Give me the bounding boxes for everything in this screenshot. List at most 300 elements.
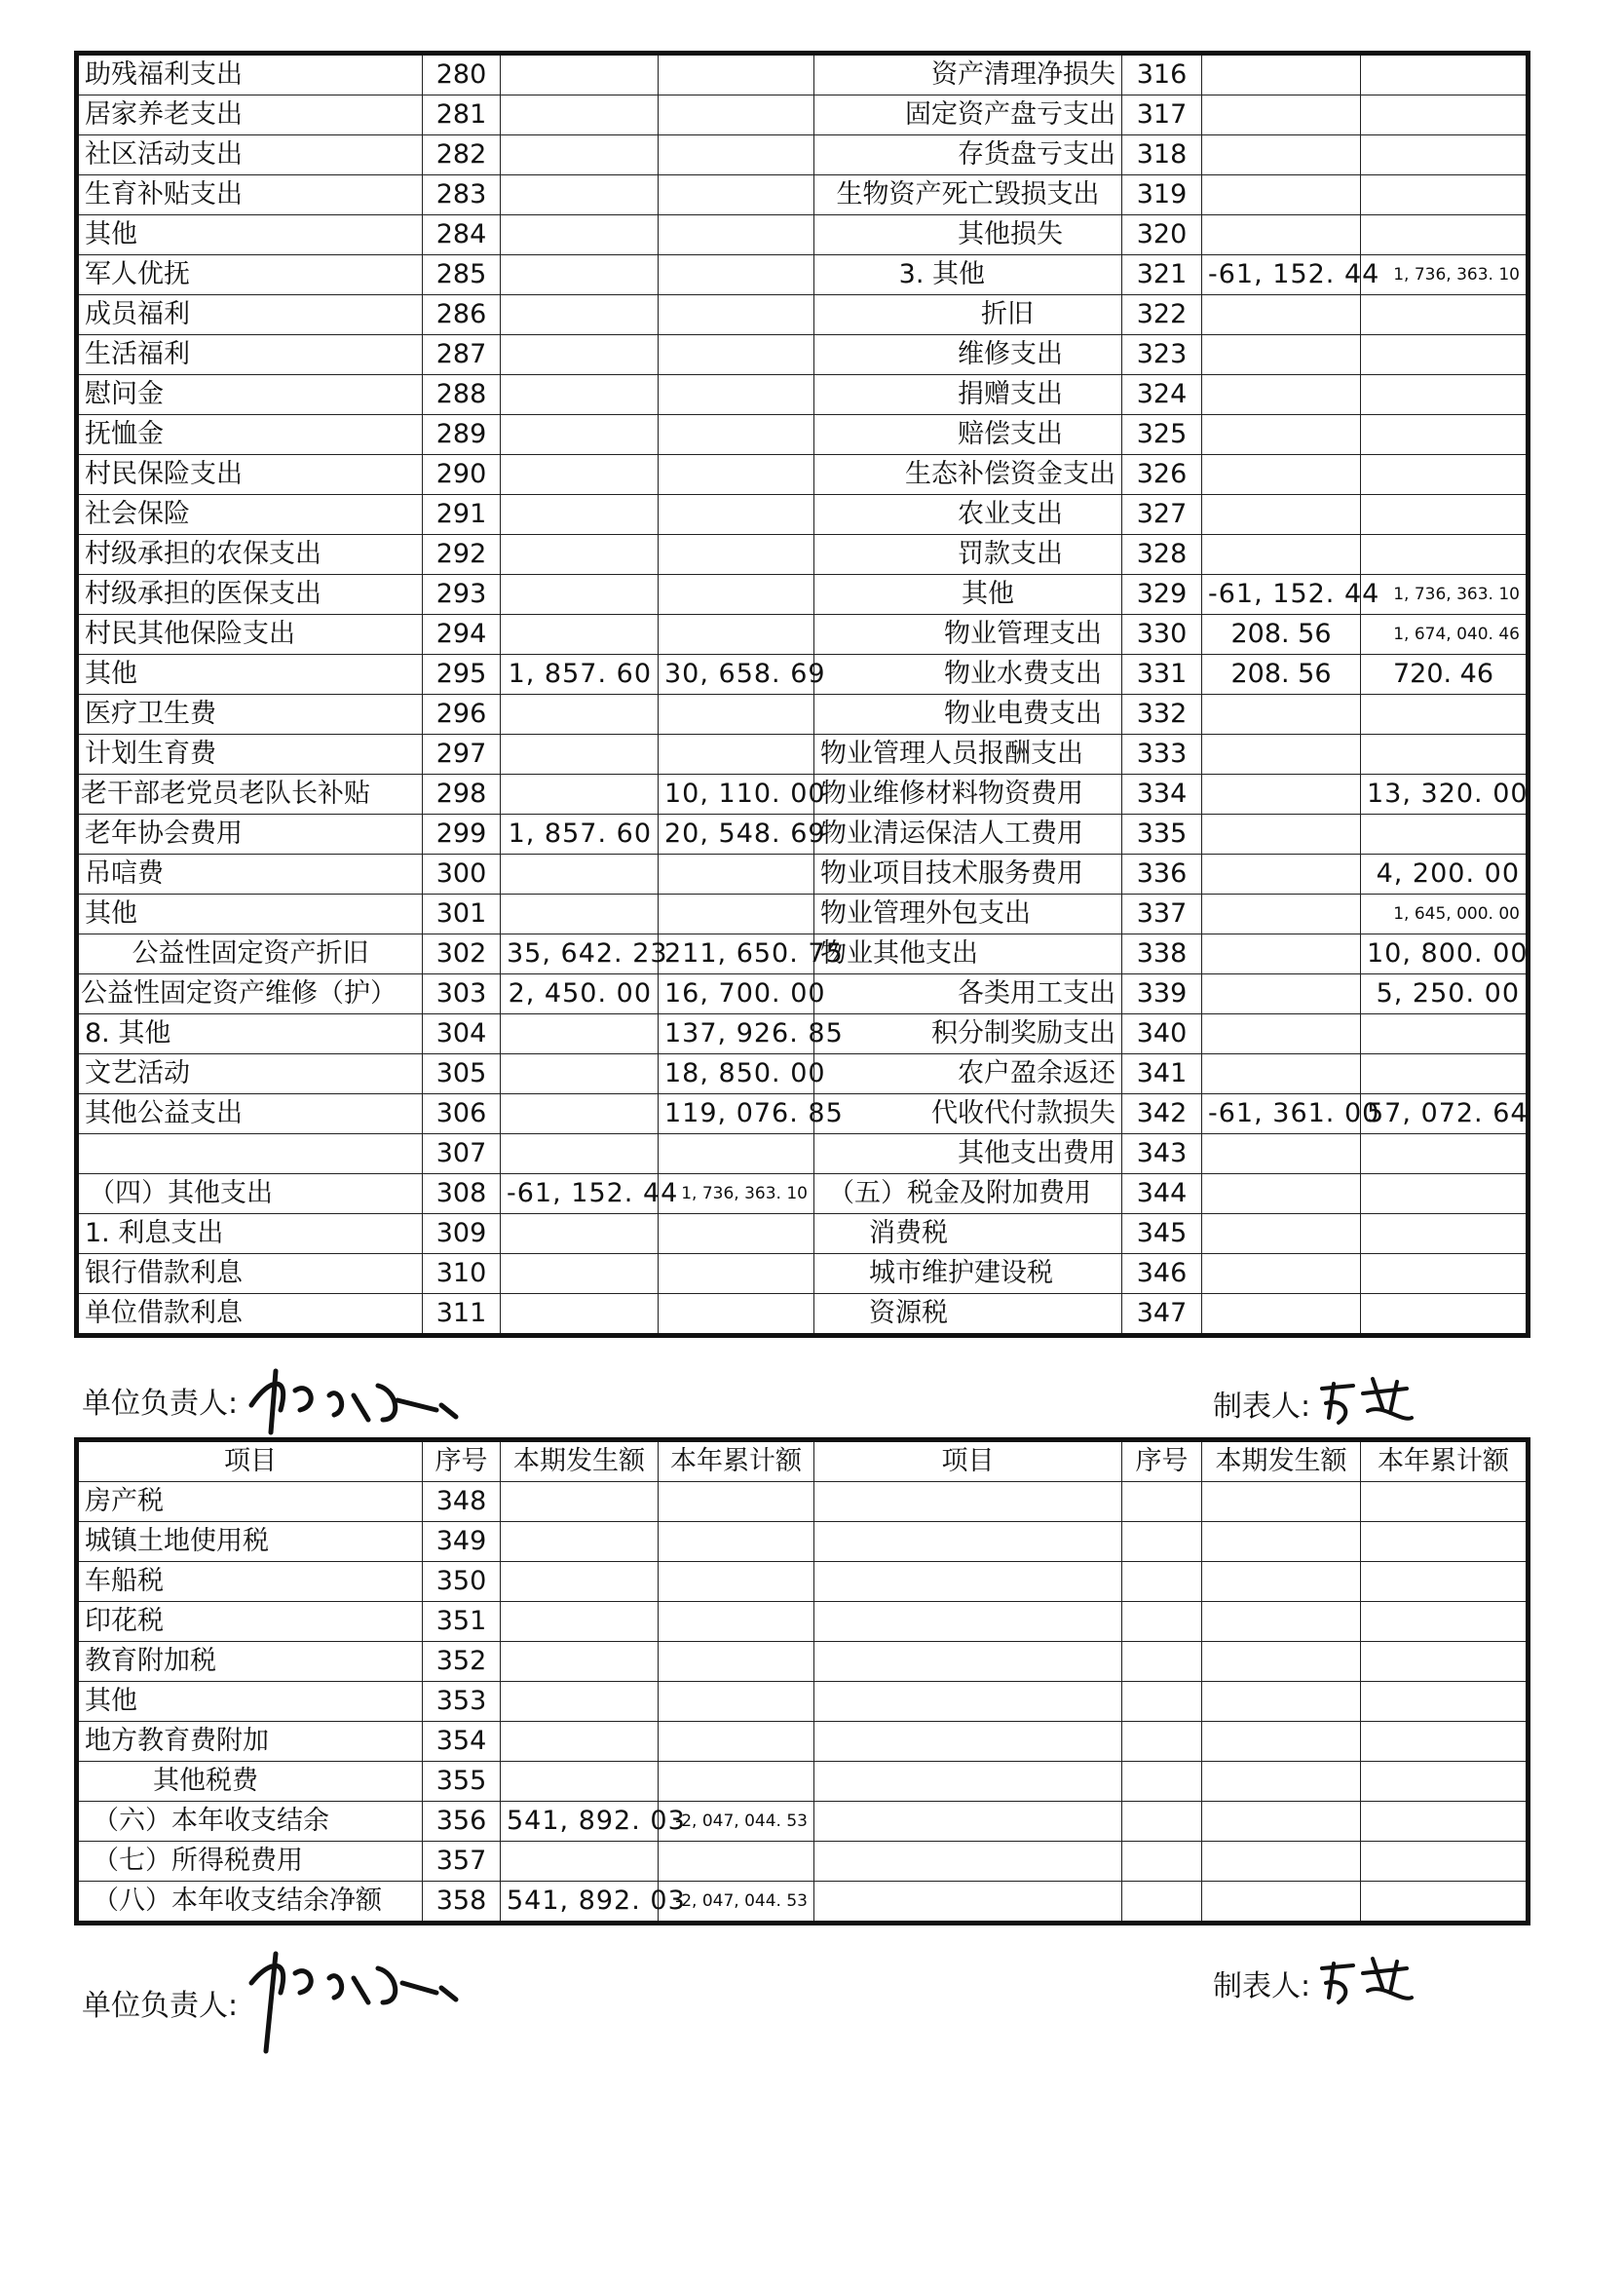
table-row <box>77 1134 1529 1174</box>
seq-cell: 283 <box>423 175 501 215</box>
item-cell: 生态补偿资金支出 <box>814 455 1122 495</box>
table-row <box>77 455 1529 495</box>
table-row <box>77 255 1529 295</box>
ledger-body-top <box>77 54 1529 1336</box>
current-amount-cell <box>1202 175 1361 215</box>
empty-cell <box>1122 1682 1202 1722</box>
current-amount-cell <box>501 295 659 335</box>
seq-cell: 300 <box>423 855 501 895</box>
current-amount-cell <box>1202 455 1361 495</box>
item-cell: 物业管理外包支出 <box>814 895 1122 934</box>
seq-cell: 323 <box>1122 335 1202 375</box>
ytd-amount-cell <box>1361 335 1529 375</box>
ytd-amount-cell <box>659 575 814 615</box>
empty-cell <box>1361 1882 1529 1924</box>
seq-cell: 341 <box>1122 1054 1202 1094</box>
responsible-person-label: 单位负责人: <box>82 1387 239 1421</box>
table-row <box>77 615 1529 655</box>
ytd-amount-cell <box>1361 1054 1529 1094</box>
seq-cell: 321 <box>1122 255 1202 295</box>
empty-cell <box>1202 1802 1361 1842</box>
ytd-amount-cell <box>659 1722 814 1762</box>
current-amount-cell <box>501 775 659 815</box>
item-cell: （七）所得税费用 <box>77 1842 423 1882</box>
current-amount-cell <box>1202 1174 1361 1214</box>
empty-cell <box>814 1882 1122 1924</box>
item-cell: 农户盈余返还 <box>814 1054 1122 1094</box>
empty-cell <box>1361 1682 1529 1722</box>
ytd-amount-column-header: 本年累计额 <box>1361 1440 1529 1482</box>
current-amount-cell: -61, 152. 44 <box>501 1174 659 1214</box>
responsible-person-signature <box>82 1366 466 1434</box>
seq-cell: 322 <box>1122 295 1202 335</box>
current-amount-cell <box>1202 815 1361 855</box>
seq-cell: 280 <box>423 54 501 95</box>
ytd-amount-cell <box>659 415 814 455</box>
empty-cell <box>1202 1482 1361 1522</box>
empty-cell <box>1361 1562 1529 1602</box>
item-cell: 资产清理净损失 <box>814 54 1122 95</box>
empty-cell <box>1202 1722 1361 1762</box>
ytd-amount-column-header: 本年累计额 <box>659 1440 814 1482</box>
current-amount-cell <box>501 215 659 255</box>
handwritten-signature-icon <box>1314 1954 1421 2012</box>
current-amount-cell <box>1202 855 1361 895</box>
ytd-amount-cell <box>1361 1174 1529 1214</box>
current-amount-cell <box>1202 1134 1361 1174</box>
table-row <box>77 855 1529 895</box>
item-cell: 物业电费支出 <box>814 695 1122 735</box>
item-cell: 其他税费 <box>77 1762 423 1802</box>
ytd-amount-cell <box>1361 1134 1529 1174</box>
ytd-amount-cell: 10, 110. 00 <box>659 775 814 815</box>
empty-cell <box>1202 1762 1361 1802</box>
empty-cell <box>1122 1882 1202 1924</box>
seq-cell: 310 <box>423 1254 501 1294</box>
item-cell: 物业管理人员报酬支出 <box>814 735 1122 775</box>
empty-cell <box>1361 1842 1529 1882</box>
ytd-amount-cell <box>659 495 814 535</box>
ytd-amount-cell <box>1361 695 1529 735</box>
current-amount-cell <box>1202 1054 1361 1094</box>
empty-cell <box>1122 1802 1202 1842</box>
table-row <box>77 1522 1529 1562</box>
empty-cell <box>1361 1762 1529 1802</box>
table-row <box>77 1254 1529 1294</box>
item-cell: 房产税 <box>77 1482 423 1522</box>
current-amount-cell: -61, 152. 44 <box>1202 255 1361 295</box>
ytd-amount-cell <box>659 95 814 135</box>
table-row <box>77 655 1529 695</box>
ytd-amount-cell <box>1361 135 1529 175</box>
current-amount-cell <box>1202 1254 1361 1294</box>
item-cell: 物业清运保洁人工费用 <box>814 815 1122 855</box>
table-row <box>77 215 1529 255</box>
current-amount-cell <box>1202 135 1361 175</box>
item-column-header: 项目 <box>77 1440 423 1482</box>
table-row <box>77 1642 1529 1682</box>
current-amount-cell <box>1202 335 1361 375</box>
ytd-amount-cell <box>659 255 814 295</box>
seq-cell: 332 <box>1122 695 1202 735</box>
seq-cell: 344 <box>1122 1174 1202 1214</box>
preparer-label: 制表人: <box>1213 1969 1311 2003</box>
item-cell: 其他 <box>77 655 423 695</box>
ytd-amount-cell: 4, 200. 00 <box>1361 855 1529 895</box>
seq-cell: 343 <box>1122 1134 1202 1174</box>
seq-cell: 282 <box>423 135 501 175</box>
current-amount-cell <box>1202 535 1361 575</box>
seq-cell: 333 <box>1122 735 1202 775</box>
current-amount-cell <box>1202 735 1361 775</box>
current-amount-column-header: 本期发生额 <box>501 1440 659 1482</box>
current-amount-cell <box>501 1682 659 1722</box>
current-amount-cell <box>1202 775 1361 815</box>
item-cell: 吊唁费 <box>77 855 423 895</box>
item-cell: 单位借款利息 <box>77 1294 423 1336</box>
ytd-amount-cell: 211, 650. 75 <box>659 934 814 974</box>
item-column-header: 项目 <box>814 1440 1122 1482</box>
ytd-amount-cell <box>659 1682 814 1722</box>
table-row <box>77 54 1529 95</box>
item-cell: 计划生育费 <box>77 735 423 775</box>
item-cell: 生物资产死亡毁损支出 <box>814 175 1122 215</box>
current-amount-cell <box>1202 974 1361 1014</box>
empty-cell <box>814 1722 1122 1762</box>
item-cell: 居家养老支出 <box>77 95 423 135</box>
empty-cell <box>1361 1602 1529 1642</box>
seq-cell: 306 <box>423 1094 501 1134</box>
ytd-amount-cell <box>659 1762 814 1802</box>
ytd-amount-cell <box>659 215 814 255</box>
current-amount-cell <box>501 95 659 135</box>
current-amount-cell <box>501 1522 659 1562</box>
empty-cell <box>1122 1762 1202 1802</box>
ytd-amount-cell <box>1361 175 1529 215</box>
current-amount-cell <box>1202 95 1361 135</box>
empty-cell <box>1361 1642 1529 1682</box>
ytd-amount-cell: 20, 548. 69 <box>659 815 814 855</box>
seq-cell: 325 <box>1122 415 1202 455</box>
seq-cell: 298 <box>423 775 501 815</box>
ytd-amount-cell <box>1361 1014 1529 1054</box>
seq-cell: 352 <box>423 1642 501 1682</box>
current-amount-cell <box>501 54 659 95</box>
seq-cell: 336 <box>1122 855 1202 895</box>
item-cell: （四）其他支出 <box>77 1174 423 1214</box>
seq-cell: 327 <box>1122 495 1202 535</box>
item-cell: 各类用工支出 <box>814 974 1122 1014</box>
ytd-amount-cell <box>659 1842 814 1882</box>
empty-cell <box>814 1762 1122 1802</box>
item-cell: 助残福利支出 <box>77 54 423 95</box>
current-amount-cell <box>501 1094 659 1134</box>
seq-cell: 339 <box>1122 974 1202 1014</box>
ytd-amount-cell: 13, 320. 00 <box>1361 775 1529 815</box>
empty-cell <box>1122 1522 1202 1562</box>
current-amount-cell <box>501 1842 659 1882</box>
seq-cell: 293 <box>423 575 501 615</box>
ytd-amount-cell: 1, 736, 363. 10 <box>659 1174 814 1214</box>
ytd-amount-cell <box>1361 1214 1529 1254</box>
current-amount-cell: 541, 892. 03 <box>501 1882 659 1924</box>
item-cell: 村民保险支出 <box>77 455 423 495</box>
ytd-amount-cell <box>1361 535 1529 575</box>
seq-cell: 349 <box>423 1522 501 1562</box>
current-amount-cell <box>1202 934 1361 974</box>
seq-cell: 331 <box>1122 655 1202 695</box>
item-cell: 村级承担的农保支出 <box>77 535 423 575</box>
ytd-amount-cell: -2, 047, 044. 53 <box>659 1802 814 1842</box>
current-amount-cell <box>1202 415 1361 455</box>
item-cell: 赔偿支出 <box>814 415 1122 455</box>
seq-column-header: 序号 <box>423 1440 501 1482</box>
item-cell: 积分制奖励支出 <box>814 1014 1122 1054</box>
current-amount-cell: 541, 892. 03 <box>501 1802 659 1842</box>
item-cell: 代收代付款损失 <box>814 1094 1122 1134</box>
ytd-amount-cell <box>1361 375 1529 415</box>
seq-cell: 351 <box>423 1602 501 1642</box>
table-row <box>77 375 1529 415</box>
seq-cell: 292 <box>423 535 501 575</box>
ytd-amount-cell: 137, 926. 85 <box>659 1014 814 1054</box>
current-amount-cell <box>1202 1294 1361 1336</box>
table-row <box>77 1094 1529 1134</box>
ytd-amount-cell <box>659 1214 814 1254</box>
item-cell: 村级承担的医保支出 <box>77 575 423 615</box>
item-cell: 物业管理支出 <box>814 615 1122 655</box>
current-amount-cell <box>501 175 659 215</box>
ytd-amount-cell: 119, 076. 85 <box>659 1094 814 1134</box>
item-cell: 农业支出 <box>814 495 1122 535</box>
seq-cell: 316 <box>1122 54 1202 95</box>
seq-cell: 289 <box>423 415 501 455</box>
seq-cell: 353 <box>423 1682 501 1722</box>
current-amount-cell <box>1202 695 1361 735</box>
empty-cell <box>814 1802 1122 1842</box>
table-row <box>77 815 1529 855</box>
empty-cell <box>814 1482 1122 1522</box>
seq-cell: 326 <box>1122 455 1202 495</box>
seq-cell: 309 <box>423 1214 501 1254</box>
current-amount-cell <box>501 335 659 375</box>
preparer-signature <box>1213 1374 1421 1432</box>
item-cell: 地方教育费附加 <box>77 1722 423 1762</box>
item-cell: （六）本年收支结余 <box>77 1802 423 1842</box>
seq-cell: 340 <box>1122 1014 1202 1054</box>
seq-cell: 356 <box>423 1802 501 1842</box>
ytd-amount-cell <box>659 535 814 575</box>
ytd-amount-cell <box>1361 495 1529 535</box>
current-amount-cell <box>501 1762 659 1802</box>
current-amount-cell: -61, 361. 00 <box>1202 1094 1361 1134</box>
current-amount-cell <box>501 695 659 735</box>
item-cell: 1. 利息支出 <box>77 1214 423 1254</box>
current-amount-cell <box>501 1134 659 1174</box>
ytd-amount-cell: 1, 736, 363. 10 <box>1361 575 1529 615</box>
current-amount-cell <box>501 855 659 895</box>
item-cell: 社会保险 <box>77 495 423 535</box>
table-row <box>77 135 1529 175</box>
seq-cell: 303 <box>423 974 501 1014</box>
ytd-amount-cell <box>659 175 814 215</box>
item-cell: 社区活动支出 <box>77 135 423 175</box>
empty-cell <box>1122 1602 1202 1642</box>
item-cell: 其他 <box>814 575 1122 615</box>
item-cell: 城镇土地使用税 <box>77 1522 423 1562</box>
ledger-table-bottom <box>74 1437 1530 1925</box>
item-cell: 军人优抚 <box>77 255 423 295</box>
seq-cell: 350 <box>423 1562 501 1602</box>
seq-cell: 311 <box>423 1294 501 1336</box>
table-row <box>77 1762 1529 1802</box>
ytd-amount-cell <box>659 295 814 335</box>
ytd-amount-cell <box>659 375 814 415</box>
seq-cell: 296 <box>423 695 501 735</box>
current-amount-cell <box>501 1214 659 1254</box>
seq-cell: 319 <box>1122 175 1202 215</box>
table-row <box>77 175 1529 215</box>
item-cell: 其他 <box>77 895 423 934</box>
table-row <box>77 1562 1529 1602</box>
ytd-amount-cell <box>659 1134 814 1174</box>
ytd-amount-cell <box>659 855 814 895</box>
empty-cell <box>1122 1642 1202 1682</box>
current-amount-cell: 1, 857. 60 <box>501 815 659 855</box>
table-row <box>77 1482 1529 1522</box>
table-row <box>77 934 1529 974</box>
preparer-label: 制表人: <box>1213 1390 1311 1424</box>
item-cell: 维修支出 <box>814 335 1122 375</box>
item-cell: （八）本年收支结余净额 <box>77 1882 423 1924</box>
ytd-amount-cell <box>659 615 814 655</box>
table-row <box>77 1294 1529 1336</box>
ytd-amount-cell: 1, 674, 040. 46 <box>1361 615 1529 655</box>
ytd-amount-cell: 30, 658. 69 <box>659 655 814 695</box>
table-row <box>77 1802 1529 1842</box>
item-cell: 生育补贴支出 <box>77 175 423 215</box>
seq-cell: 307 <box>423 1134 501 1174</box>
current-amount-cell <box>501 455 659 495</box>
table-row <box>77 575 1529 615</box>
current-amount-cell: 208. 56 <box>1202 615 1361 655</box>
current-amount-cell <box>501 415 659 455</box>
seq-cell: 318 <box>1122 135 1202 175</box>
table-row <box>77 535 1529 575</box>
ytd-amount-cell <box>659 1642 814 1682</box>
item-cell: 老干部老党员老队长补贴 <box>77 775 423 815</box>
item-cell: 生活福利 <box>77 335 423 375</box>
handwritten-signature-icon <box>1314 1374 1421 1432</box>
ytd-amount-cell: 10, 800. 00 <box>1361 934 1529 974</box>
seq-cell: 308 <box>423 1174 501 1214</box>
ytd-amount-cell <box>1361 95 1529 135</box>
seq-cell: 355 <box>423 1762 501 1802</box>
seq-cell: 328 <box>1122 535 1202 575</box>
seq-cell: 354 <box>423 1722 501 1762</box>
ytd-amount-cell <box>659 1602 814 1642</box>
item-cell: 其他损失 <box>814 215 1122 255</box>
empty-cell <box>1202 1882 1361 1924</box>
item-cell: 慰问金 <box>77 375 423 415</box>
current-amount-cell <box>1202 895 1361 934</box>
ytd-amount-cell <box>659 335 814 375</box>
empty-cell <box>1122 1722 1202 1762</box>
table-row <box>77 95 1529 135</box>
empty-cell <box>1122 1482 1202 1522</box>
table-row <box>77 1054 1529 1094</box>
current-amount-cell <box>1202 375 1361 415</box>
ytd-amount-cell <box>1361 1254 1529 1294</box>
table-row <box>77 1602 1529 1642</box>
seq-cell: 287 <box>423 335 501 375</box>
item-cell: 其他支出费用 <box>814 1134 1122 1174</box>
table-row <box>77 335 1529 375</box>
seq-cell: 335 <box>1122 815 1202 855</box>
ytd-amount-cell: 18, 850. 00 <box>659 1054 814 1094</box>
ytd-amount-cell: 16, 700. 00 <box>659 974 814 1014</box>
current-amount-cell <box>501 1014 659 1054</box>
seq-cell: 334 <box>1122 775 1202 815</box>
table-row <box>77 1014 1529 1054</box>
seq-cell: 348 <box>423 1482 501 1522</box>
table-row <box>77 1842 1529 1882</box>
empty-cell <box>1122 1842 1202 1882</box>
item-cell: 8. 其他 <box>77 1014 423 1054</box>
item-cell: 成员福利 <box>77 295 423 335</box>
item-cell: （五）税金及附加费用 <box>814 1174 1122 1214</box>
item-cell: 医疗卫生费 <box>77 695 423 735</box>
current-amount-cell <box>501 1642 659 1682</box>
table-row <box>77 1174 1529 1214</box>
empty-cell <box>814 1642 1122 1682</box>
empty-cell <box>814 1842 1122 1882</box>
item-cell: 其他 <box>77 215 423 255</box>
ytd-amount-cell: 5, 250. 00 <box>1361 974 1529 1014</box>
current-amount-cell <box>501 895 659 934</box>
item-cell: 资源税 <box>814 1294 1122 1336</box>
empty-cell <box>1202 1522 1361 1562</box>
item-cell: 公益性固定资产维修（护） <box>77 974 423 1014</box>
current-amount-cell <box>501 135 659 175</box>
ytd-amount-cell <box>1361 1294 1529 1336</box>
table-row <box>77 695 1529 735</box>
preparer-signature <box>1213 1954 1421 2012</box>
ytd-amount-cell <box>1361 735 1529 775</box>
ytd-amount-cell <box>1361 455 1529 495</box>
item-cell: 印花税 <box>77 1602 423 1642</box>
seq-cell: 324 <box>1122 375 1202 415</box>
header-row <box>77 1440 1529 1482</box>
seq-cell: 285 <box>423 255 501 295</box>
responsible-person-label: 单位负责人: <box>82 1989 239 2023</box>
ytd-amount-cell: 720. 46 <box>1361 655 1529 695</box>
current-amount-cell <box>501 535 659 575</box>
seq-cell: 357 <box>423 1842 501 1882</box>
item-cell: 教育附加税 <box>77 1642 423 1682</box>
current-amount-cell <box>501 615 659 655</box>
current-amount-cell <box>501 1054 659 1094</box>
seq-cell: 345 <box>1122 1214 1202 1254</box>
item-cell: 文艺活动 <box>77 1054 423 1094</box>
current-amount-column-header: 本期发生额 <box>1202 1440 1361 1482</box>
current-amount-cell <box>501 1482 659 1522</box>
current-amount-cell <box>1202 1014 1361 1054</box>
ytd-amount-cell <box>659 135 814 175</box>
ledger-header <box>77 1440 1529 1482</box>
seq-cell: 286 <box>423 295 501 335</box>
current-amount-cell <box>501 1602 659 1642</box>
